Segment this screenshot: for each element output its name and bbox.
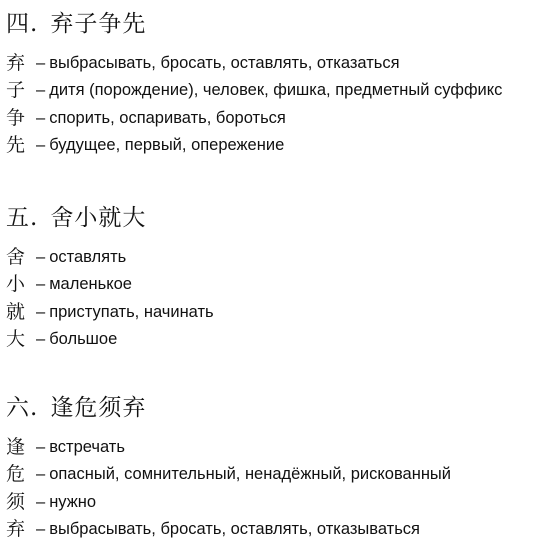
section-1 bbox=[6, 6, 502, 160]
entry-list bbox=[6, 244, 214, 354]
entry-meaning: большое bbox=[49, 330, 118, 349]
entry-meaning: будущее, первый, опережение bbox=[49, 136, 285, 155]
entry-dash: – bbox=[36, 275, 46, 294]
entry-meaning: нужно bbox=[49, 492, 97, 511]
section-heading bbox=[6, 6, 502, 42]
entry-row bbox=[6, 77, 502, 104]
entry-character: 子 bbox=[6, 79, 26, 102]
entry-dash: – bbox=[36, 330, 46, 349]
entry-row bbox=[6, 271, 214, 298]
entry-dash: – bbox=[36, 465, 46, 484]
entry-dash: – bbox=[36, 302, 46, 321]
entry-row bbox=[6, 489, 451, 516]
section-heading bbox=[6, 390, 451, 426]
entry-character: 争 bbox=[6, 106, 26, 129]
entry-character: 逢 bbox=[6, 436, 26, 458]
section-title: 弃子争先 bbox=[50, 11, 147, 37]
entry-list bbox=[6, 50, 502, 160]
entry-meaning: опасный, сомнительный, ненадёжный, рискованный bbox=[49, 465, 452, 484]
entry-character: 须 bbox=[6, 490, 26, 513]
entry-meaning: дитя (порождение), человек, фишка, предметный суффикс bbox=[49, 81, 503, 100]
entry-dash: – bbox=[36, 248, 46, 266]
entry-list bbox=[6, 434, 451, 544]
entry-dash: – bbox=[36, 438, 46, 456]
entry-row bbox=[6, 299, 214, 326]
entry-character: 弃 bbox=[6, 518, 26, 541]
section-number: 六. bbox=[6, 395, 39, 421]
entry-character: 弃 bbox=[6, 52, 26, 74]
entry-dash: – bbox=[36, 54, 46, 72]
entry-character: 危 bbox=[6, 463, 26, 486]
entry-character: 就 bbox=[6, 300, 26, 323]
entry-character: 小 bbox=[6, 273, 26, 296]
entry-dash: – bbox=[36, 492, 46, 511]
entry-meaning: маленькое bbox=[49, 275, 132, 294]
section-3 bbox=[6, 390, 451, 544]
entry-character: 舍 bbox=[6, 246, 26, 268]
entry-dash: – bbox=[36, 136, 46, 155]
entry-row bbox=[6, 326, 214, 353]
section-title: 逢危须弃 bbox=[50, 395, 147, 421]
entry-row bbox=[6, 105, 502, 132]
entry-meaning: встречать bbox=[49, 438, 125, 456]
section-number: 五. bbox=[6, 205, 39, 231]
entry-row bbox=[6, 434, 451, 461]
entry-row bbox=[6, 50, 502, 77]
entry-meaning: спорить, оспаривать, бороться bbox=[49, 108, 286, 127]
entry-dash: – bbox=[36, 81, 46, 100]
entry-meaning: выбрасывать, бросать, оставлять, отказываться bbox=[49, 520, 420, 539]
entry-character: 先 bbox=[6, 134, 26, 157]
entry-row bbox=[6, 516, 451, 543]
section-2 bbox=[6, 200, 214, 354]
section-number: 四. bbox=[6, 11, 39, 37]
entry-row bbox=[6, 132, 502, 159]
entry-row bbox=[6, 244, 214, 271]
section-title: 舍小就大 bbox=[50, 205, 147, 231]
entry-dash: – bbox=[36, 520, 46, 539]
entry-dash: – bbox=[36, 108, 46, 127]
entry-character: 大 bbox=[6, 328, 26, 351]
entry-meaning: оставлять bbox=[49, 248, 127, 266]
entry-row bbox=[6, 461, 451, 488]
section-heading bbox=[6, 200, 214, 236]
entry-meaning: приступать, начинать bbox=[49, 302, 214, 321]
entry-meaning: выбрасывать, бросать, оставлять, отказаться bbox=[49, 54, 400, 72]
